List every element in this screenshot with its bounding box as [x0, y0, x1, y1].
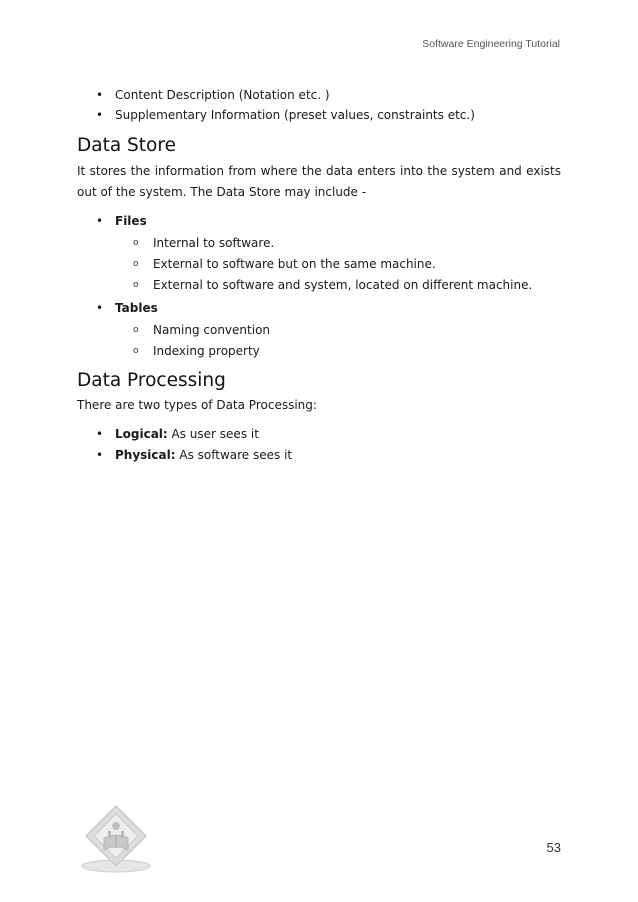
section-heading-data-processing: Data Processing — [77, 370, 226, 391]
sub-list-item: o External to software and system, located on different machine. — [77, 275, 561, 296]
files-sublist — [77, 233, 561, 296]
running-header: Software Engineering Tutorial — [422, 38, 560, 50]
data-store-intro: It stores the information from where the data enters into the system and exists out of the system. The Data Store may include - — [77, 164, 561, 199]
logical-label: Logical: — [115, 427, 168, 441]
list-item: • Supplementary Information (preset values, constraints etc.) — [77, 105, 561, 125]
logical-text: As user sees it — [167, 427, 259, 441]
page-number: 53 — [546, 840, 561, 855]
list-item-tables — [77, 298, 561, 318]
sub-list-item: o Indexing property — [77, 341, 561, 362]
top-bullet-list — [77, 85, 561, 125]
data-store-list — [77, 211, 561, 362]
page-content — [77, 85, 561, 466]
physical-text: As software sees it — [175, 448, 293, 462]
data-processing-intro: There are two types of Data Processing: — [77, 398, 317, 412]
sub-list-item: o Naming convention — [77, 320, 561, 341]
tables-label: Tables — [115, 301, 158, 315]
list-item-files — [77, 211, 561, 231]
list-item: • Content Description (Notation etc. ) — [77, 85, 561, 105]
tutorialspoint-logo-icon — [78, 800, 154, 876]
list-item-physical — [77, 445, 561, 466]
list-item-logical — [77, 424, 561, 445]
data-processing-list — [77, 424, 561, 466]
section-heading-data-store: Data Store — [77, 135, 176, 156]
sub-list-item: o External to software but on the same machine. — [77, 254, 561, 275]
files-label: Files — [115, 214, 147, 228]
sub-list-item: o Internal to software. — [77, 233, 561, 254]
tables-sublist — [77, 320, 561, 362]
physical-label: Physical: — [115, 448, 176, 462]
